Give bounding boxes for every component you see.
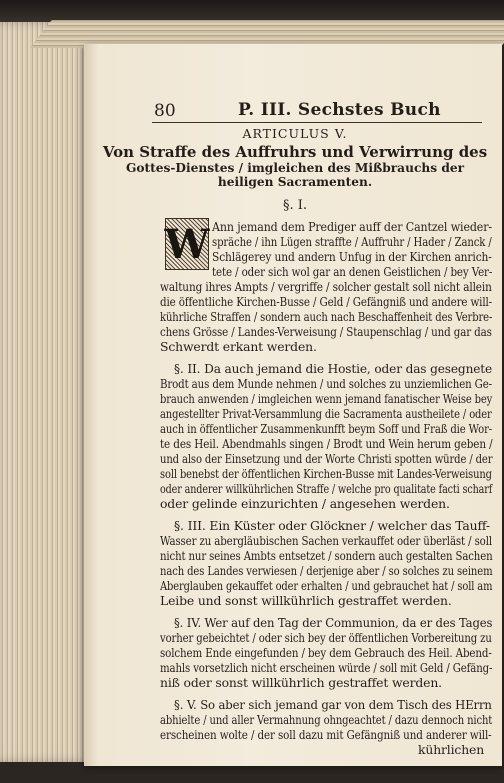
section-mark: §. I. [282, 198, 308, 213]
text-line: Schwerdt erkant werden. [160, 339, 317, 354]
text-line: solchem Ende eingefunden / bey dem Gebrauch des Heil. Abend- [160, 645, 492, 660]
text-line: mahls vorsetzlich nicht erscheinen würde / soll mit Geld / Gefäng- [160, 660, 493, 675]
text-line: §. IV. Wer auf den Tag der Communion, da er des Tages [174, 615, 493, 630]
text-line: brauch anwenden / imgleichen wenn jemand fanatischer Weise bey [160, 391, 493, 406]
page-number: 80 [154, 101, 176, 121]
text-line: oder anderer willkührlichen Straffe / welche pro qualitate facti scharf [160, 481, 493, 496]
text-line: Ann jemand dem Prediger auff der Cantzel wieder- [212, 219, 492, 234]
text-line: oder gelinde einzurichten / angesehen werden. [160, 496, 450, 511]
text-line: nach des Landes verwiesen / derjenige aber / so solches zu seinem [160, 563, 493, 578]
catchword: kührlichen [418, 742, 485, 757]
text-line: §. III. Ein Küster oder Glöckner / welcher das Tauff- [174, 518, 490, 533]
text-line: abhielte / und aller Vermahnung ohngeachtet / dazu dennoch nicht [160, 712, 493, 727]
text-line: §. II. Da auch jemand die Hostie, oder das gesegnete [174, 361, 493, 376]
text-line: Wasser zu abergläubischen Sachen verkauffet oder überläst / soll [160, 533, 492, 548]
text-line: waltung ihres Ampts / vergriffe / solcher gestalt soll nicht allein [160, 279, 492, 294]
text-line: erscheinen wolte / der soll dazu mit Gefängniß und anderer will- [160, 727, 492, 742]
text-line: Schlägerey und andern Unfug in der Kirchen anrich- [212, 249, 492, 264]
text-line: angestellter Privat-Versammlung die Sacramenta austheilete / oder [160, 406, 492, 421]
text-line: soll benebst der öffentlichen Kirchen-Busse mit Landes-Verweisung [160, 466, 492, 481]
text-line: kührliche Straffen / sondern auch nach Beschaffenheit des Verbre- [160, 309, 493, 324]
text-line: die öffentliche Kirchen-Busse / Geld / Gefängniß und andere will- [160, 294, 492, 309]
text-line: vorher gebeichtet / oder sich bey der öffentlichen Vorbereitung zu [160, 630, 492, 645]
title-line: heiligen Sacramenten. [217, 175, 373, 189]
text-line: Brodt aus dem Munde nehmen / und solches zu unziemlichen Ge- [160, 376, 492, 391]
page-content [88, 0, 502, 783]
text-line: Leibe und sonst willkührlich gestraffet werden. [160, 593, 452, 608]
text-line: spräche / ihn Lügen straffte / Auffruhr / Hader / Zanck / [212, 234, 492, 249]
text-line: Aberglauben gekauffet oder erhalten / und gebrauchet hat / soll am [160, 578, 493, 593]
text-line: und also der Einsetzung und der Worte Christi spotten würde / der [160, 451, 493, 466]
text-line: auch in öffentlicher Zusammenkunfft beym Soff und Fraß die Wor- [160, 421, 493, 436]
title-line: Gottes-Dienstes / imgleichen des Mißbrauchs der [125, 161, 465, 175]
page-edges [0, 22, 90, 762]
title-line: Von Straffe des Auffruhrs und Verwirrung des [102, 143, 488, 161]
decorated-initial: W [165, 218, 209, 270]
text-line: te des Heil. Abendmahls singen / Brodt und Wein herum geben / [160, 436, 493, 451]
text-line: §. V. So aber sich jemand gar von dem Tisch des HErrn [174, 697, 492, 712]
running-title: P. III. Sechstes Buch [238, 100, 441, 120]
text-line: nicht nur seines Ambts entsetzet / sondern auch gestalten Sachen [160, 548, 493, 563]
header-rule [152, 122, 482, 123]
articulus-heading: ARTICULUS V. [242, 126, 348, 141]
text-line: chens Grösse / Landes-Verweisung / Staupenschlag / und gar das [160, 324, 492, 339]
text-line: niß oder sonst willkührlich gestraffet werden. [160, 675, 442, 690]
text-line: tete / oder sich wol gar an denen Geistlichen / bey Ver- [212, 264, 493, 279]
